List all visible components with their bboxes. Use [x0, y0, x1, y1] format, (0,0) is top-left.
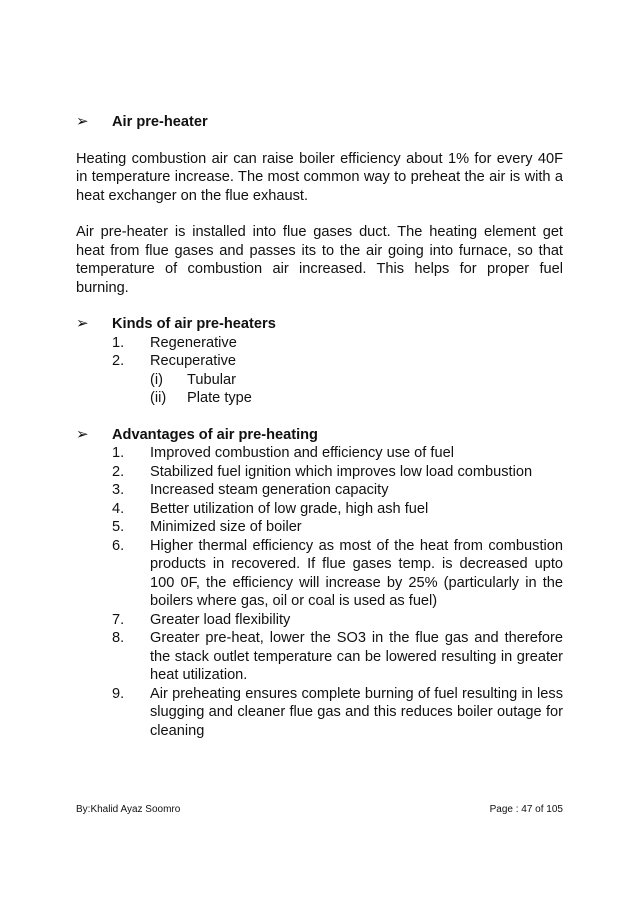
arrow-bullet-icon: ➢	[76, 425, 89, 443]
list-item	[76, 611, 563, 630]
list-number: 3.	[112, 482, 125, 498]
paragraph: Heating combustion air can raise boiler efficiency about 1% for every 40F in temperature increase. The most common way to preheat the air is with a heat exchanger on the flue exhaust.	[76, 150, 563, 204]
list-item	[76, 352, 563, 371]
list-number: 5.	[112, 519, 125, 535]
list-item	[76, 629, 563, 685]
list-text: Air preheating ensures complete burning of fuel resulting in less slugging and cleaner flue gas and this reduces boiler outage for cleaning	[150, 685, 563, 739]
heading-text: Advantages of air pre-heating	[112, 426, 318, 443]
kinds-list	[76, 334, 563, 408]
sub-list-text: Tubular	[187, 371, 236, 388]
list-item	[76, 463, 563, 482]
list-text: Improved combustion and efficiency use of fuel	[150, 445, 454, 461]
list-number: 4.	[112, 500, 125, 517]
list-item	[76, 500, 563, 519]
paragraph: Air pre-heater is installed into flue gases duct. The heating element get heat from flue gases and passes its to the air going into furnace, so that temperature of combustion air increased. This helps for proper fuel burning.	[76, 224, 563, 296]
sub-list-number: (i)	[150, 371, 163, 388]
list-item	[76, 685, 563, 741]
list-item	[76, 481, 563, 500]
list-number: 1.	[112, 445, 125, 461]
list-text: Recuperative	[150, 353, 236, 369]
list-text: Regenerative	[150, 334, 237, 351]
list-number: 2.	[112, 463, 125, 480]
list-text: Better utilization of low grade, high ash fuel	[150, 500, 429, 517]
list-number: 6.	[112, 537, 125, 554]
list-number: 7.	[112, 611, 125, 628]
page-content	[76, 113, 563, 740]
heading-text: Kinds of air pre-heaters	[112, 316, 276, 332]
heading-text: Air pre-heater	[112, 114, 208, 130]
list-item	[76, 334, 563, 353]
heading-kinds	[76, 315, 563, 334]
footer-page-number: Page : 47 of 105	[489, 804, 563, 815]
list-number: 2.	[112, 353, 125, 369]
arrow-bullet-icon: ➢	[76, 315, 89, 332]
sub-list-item	[150, 371, 563, 390]
arrow-bullet-icon: ➢	[76, 113, 89, 130]
sub-list-text: Plate type	[187, 390, 252, 406]
list-text: Stabilized fuel ignition which improves low load combustion	[150, 463, 533, 480]
list-number: 9.	[112, 685, 125, 702]
list-item	[76, 537, 563, 611]
sub-list-item	[150, 389, 563, 408]
heading-advantages	[76, 426, 563, 445]
list-text: Minimized size of boiler	[150, 519, 302, 535]
page-footer	[76, 804, 563, 816]
list-number: 8.	[112, 630, 125, 646]
heading-air-preheater	[76, 113, 563, 132]
sub-list-number: (ii)	[150, 390, 167, 406]
list-text: Greater load flexibility	[150, 611, 291, 628]
footer-author: By:Khalid Ayaz Soomro	[76, 804, 181, 815]
list-item	[76, 444, 563, 463]
list-text: Higher thermal efficiency as most of the heat from combustion products in recovered. If flue gases temp. is decreased upto 100 0F, the efficiency will increase by 25% (particularly in the boilers where gas, oil or coal is used as fuel)	[150, 537, 563, 609]
list-text: Increased steam generation capacity	[150, 482, 389, 498]
list-number: 1.	[112, 334, 125, 351]
list-item	[76, 518, 563, 537]
list-text: Greater pre-heat, lower the SO3 in the flue gas and therefore the stack outlet temperature can be lowered resulting in greater heat utilization.	[150, 630, 563, 683]
advantages-list	[76, 444, 563, 740]
